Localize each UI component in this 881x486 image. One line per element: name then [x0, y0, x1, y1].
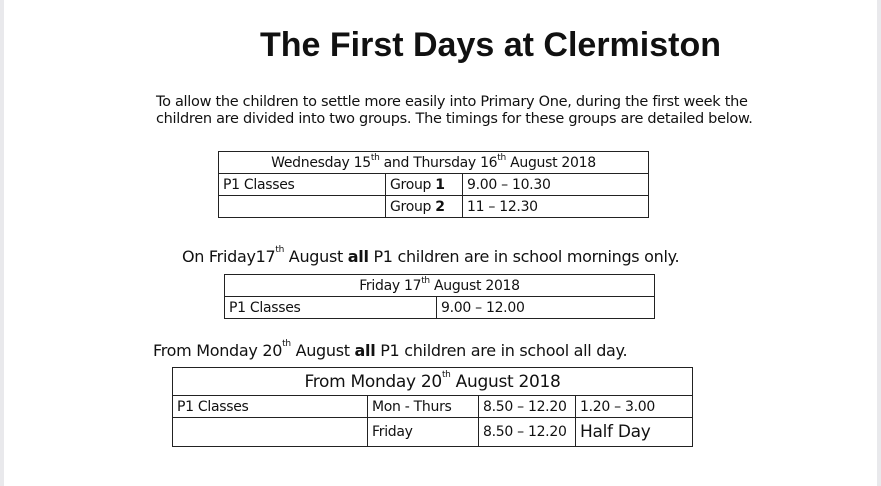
table-row — [219, 196, 649, 218]
page-title: The First Days at Clermiston — [259, 26, 721, 64]
note-bold: all — [347, 247, 369, 266]
table-row — [219, 174, 649, 196]
intro-paragraph: To allow the children to settle more easily into Primary One, during the first week the children are divided into two groups. The timings for these groups are detailed below. — [156, 94, 753, 127]
am-time-cell: 8.50 – 12.20 — [479, 396, 576, 418]
group-label: Group — [390, 198, 436, 215]
table-row — [225, 297, 655, 319]
group-cell — [386, 174, 463, 196]
note-text: P1 children are in school mornings only. — [368, 247, 680, 266]
table-header — [225, 275, 655, 297]
table-wed-thu — [218, 151, 649, 218]
monday-note — [153, 341, 627, 360]
time-cell: 9.00 – 12.00 — [437, 297, 655, 319]
class-cell: P1 Classes — [219, 174, 386, 196]
class-cell: P1 Classes — [225, 297, 437, 319]
table-header-row — [173, 368, 693, 396]
am-time-cell: 8.50 – 12.20 — [479, 418, 576, 447]
header-sup: th — [497, 152, 506, 163]
table-header — [173, 368, 693, 396]
header-text: August 2018 — [450, 371, 561, 392]
days-cell: Friday — [368, 418, 479, 447]
header-sup: th — [370, 152, 380, 163]
header-text: From Monday 20 — [304, 371, 442, 392]
header-text: Wednesday 15 — [271, 154, 371, 171]
header-sup: th — [441, 369, 451, 380]
header-text: August 2018 — [429, 277, 520, 294]
table-header-row — [225, 275, 655, 297]
note-sup: th — [275, 245, 285, 255]
note-text: P1 children are in school all day. — [375, 341, 628, 360]
note-text: August — [290, 341, 355, 360]
note-bold: all — [354, 341, 376, 360]
table-header — [219, 152, 649, 174]
table-header-row — [219, 152, 649, 174]
table-monday — [172, 367, 693, 447]
table-friday — [224, 274, 655, 319]
document-page — [4, 0, 877, 486]
table-row — [173, 418, 693, 447]
class-cell: P1 Classes — [173, 396, 368, 418]
group-number: 1 — [435, 176, 445, 193]
time-cell: 9.00 – 10.30 — [463, 174, 649, 196]
class-cell — [173, 418, 368, 447]
time-cell: 11 – 12.30 — [463, 196, 649, 218]
header-text: Friday 17 — [359, 277, 422, 294]
pm-time-cell: Half Day — [576, 418, 693, 447]
friday-note — [182, 247, 679, 266]
note-text: From Monday 20 — [153, 341, 283, 360]
pm-time-cell: 1.20 – 3.00 — [576, 396, 693, 418]
table-row — [173, 396, 693, 418]
note-text: On Friday17 — [182, 247, 276, 266]
header-text: and Thursday 16 — [379, 154, 498, 171]
days-cell: Mon - Thurs — [368, 396, 479, 418]
group-label: Group — [390, 176, 436, 193]
class-cell — [219, 196, 386, 218]
note-sup: th — [282, 339, 291, 349]
group-cell — [386, 196, 463, 218]
header-sup: th — [421, 275, 430, 286]
header-text: August 2018 — [505, 154, 596, 171]
group-number: 2 — [435, 198, 445, 215]
note-text: August — [284, 247, 348, 266]
